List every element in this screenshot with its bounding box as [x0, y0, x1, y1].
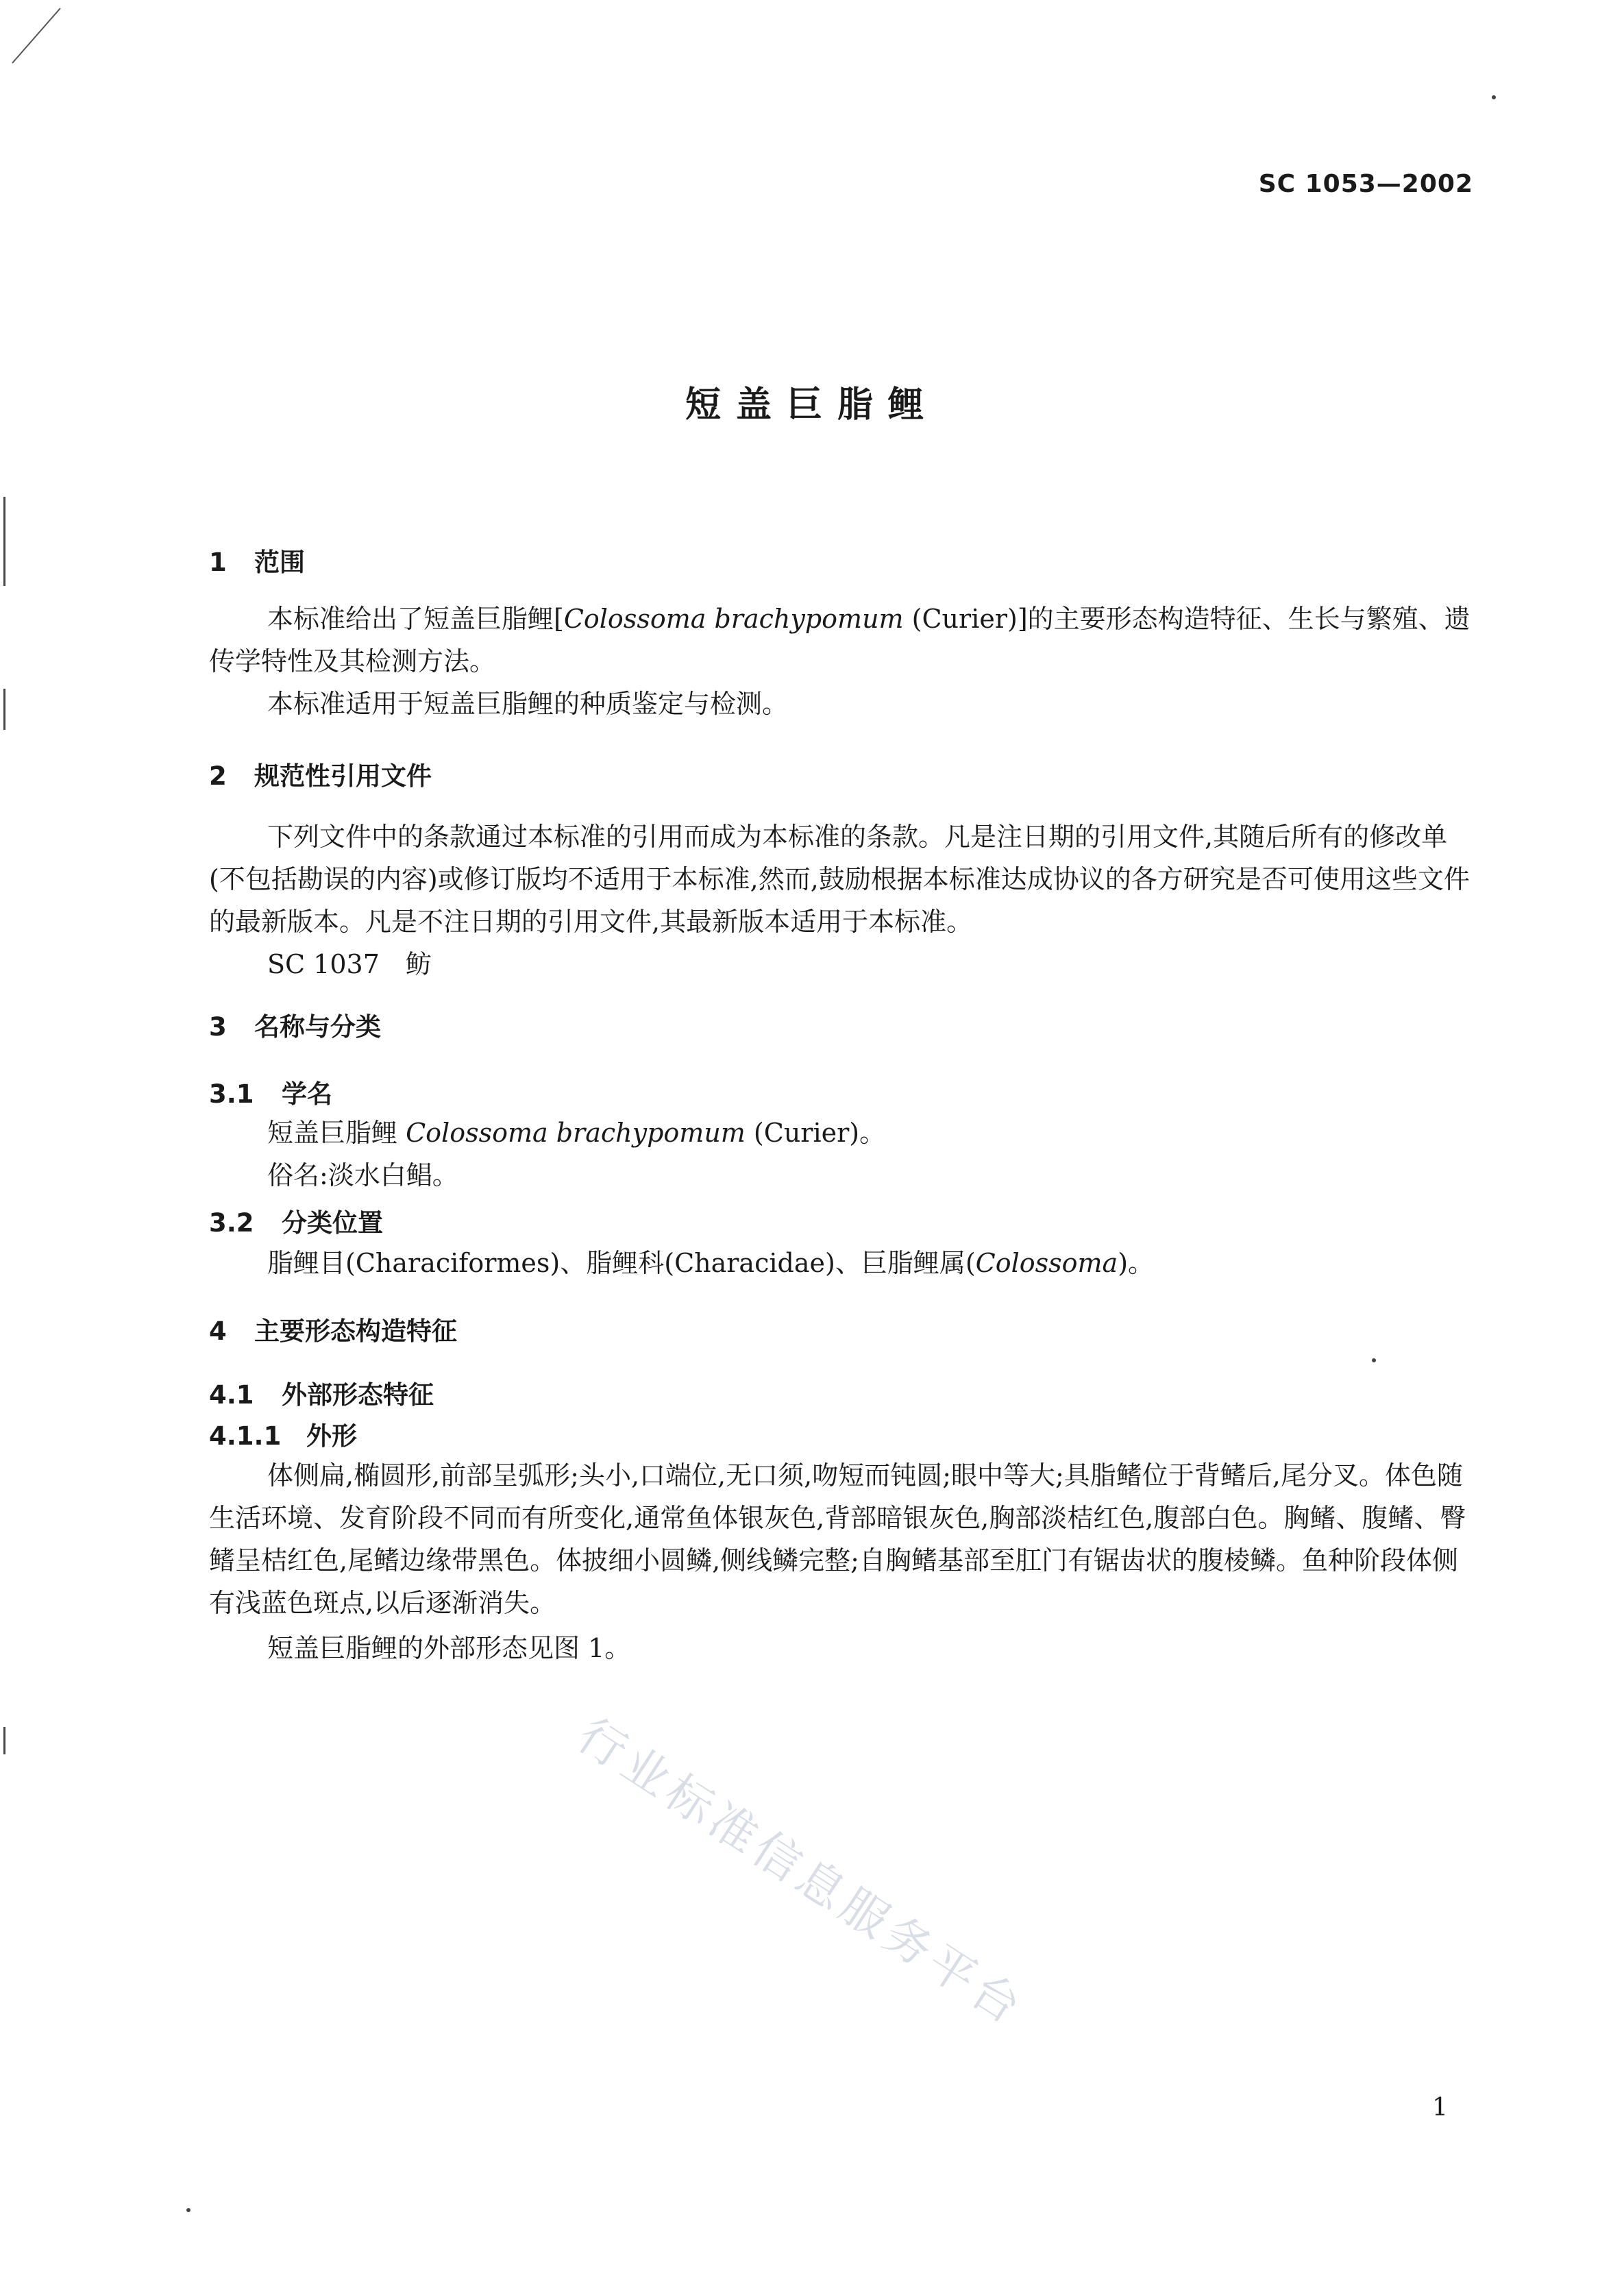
section-title: 学名 [282, 1079, 332, 1109]
page-number: 1 [1432, 2094, 1448, 2122]
text-run: 本标准给出了短盖巨脂鲤[ [267, 604, 564, 634]
text-run: 短盖巨脂鲤 [267, 1118, 406, 1148]
section-title: 外形 [306, 1421, 357, 1451]
section-title: 规范性引用文件 [254, 761, 432, 791]
section-heading-1 [209, 541, 305, 578]
corner-stroke-mark [12, 8, 60, 63]
paragraph [209, 598, 1480, 683]
paragraph [267, 1242, 1154, 1284]
section-number: 3.1 [209, 1079, 254, 1109]
section-number: 4 [209, 1316, 227, 1346]
text-run: (Curier)。 [745, 1118, 886, 1148]
section-heading-4 [209, 1310, 457, 1347]
text-run: (Curier)]的主要形态构造特征、生长与繁殖、遗传学特性及其检测方法。 [209, 604, 1471, 676]
speck-mark [186, 2208, 190, 2212]
subsection-heading-3-2 [209, 1202, 383, 1239]
document-title: 短盖巨脂鲤 [685, 384, 939, 426]
genus-name: Colossoma [975, 1248, 1118, 1278]
section-title: 主要形态构造特征 [254, 1316, 457, 1346]
paragraph: 本标准适用于短盖巨脂鲤的种质鉴定与检测。 [267, 689, 789, 719]
paragraph [267, 1112, 885, 1154]
paragraph: 俗名:淡水白鲳。 [267, 1160, 458, 1190]
section-number: 2 [209, 761, 227, 791]
section-number: 4.1.1 [209, 1421, 282, 1451]
binding-mark [3, 689, 5, 730]
section-number: 4.1 [209, 1380, 254, 1410]
section-number: 3 [209, 1012, 227, 1042]
binding-mark [3, 497, 5, 586]
paragraph: 短盖巨脂鲤的外部形态见图 1。 [267, 1633, 631, 1663]
subsection-heading-4-1-1 [209, 1415, 357, 1452]
species-name: Colossoma brachypomum [406, 1118, 746, 1148]
subsection-heading-4-1 [209, 1374, 434, 1411]
binding-mark [3, 1727, 5, 1754]
species-name: Colossoma brachypomum [563, 604, 904, 634]
normative-reference: SC 1037 鲂 [267, 949, 432, 979]
section-number: 3.2 [209, 1208, 254, 1238]
watermark: 行业标准信息服务平台 [567, 1708, 1035, 2037]
paragraph: 下列文件中的条款通过本标准的引用而成为本标准的条款。凡是注日期的引用文件,其随后所有的修改单(不包括勘误的内容)或修订版均不适用于本标准,然而,鼓励根据本标准达成协议的各方研究是否可使用这些文件的最新版本。凡是不注日期的引用文件,其最新版本适用于本标准。 [209, 822, 1470, 937]
speck-mark [1372, 1358, 1376, 1362]
section-title: 外部形态特征 [282, 1380, 434, 1410]
section-title: 分类位置 [282, 1208, 383, 1238]
section-heading-2 [209, 755, 432, 792]
subsection-heading-3-1 [209, 1073, 332, 1110]
text-run: 脂鲤目(Characiformes)、脂鲤科(Characidae)、巨脂鲤属( [267, 1248, 976, 1278]
section-heading-3 [209, 1006, 381, 1043]
section-number: 1 [209, 548, 227, 577]
section-title: 名称与分类 [254, 1012, 381, 1042]
text-run: )。 [1118, 1248, 1155, 1278]
standard-code: SC 1053—2002 [1258, 170, 1473, 198]
section-title: 范围 [254, 548, 305, 577]
paragraph: 体侧扁,椭圆形,前部呈弧形;头小,口端位,无口须,吻短而钝圆;眼中等大;具脂鳍位于背鳍后,尾分叉。体色随生活环境、发育阶段不同而有所变化,通常鱼体银灰色,背部暗银灰色,胸部淡桔红色,腹部白色。胸鳍、腹鳍、臀鳍呈桔红色,尾鳍边缘带黑色。体披细小圆鳞,侧线鳞完整;自胸鳍基部至肛门有锯齿状的腹棱鳞。鱼种阶段体侧有浅蓝色斑点,以后逐渐消失。 [209, 1460, 1466, 1618]
speck-mark [1492, 95, 1496, 99]
